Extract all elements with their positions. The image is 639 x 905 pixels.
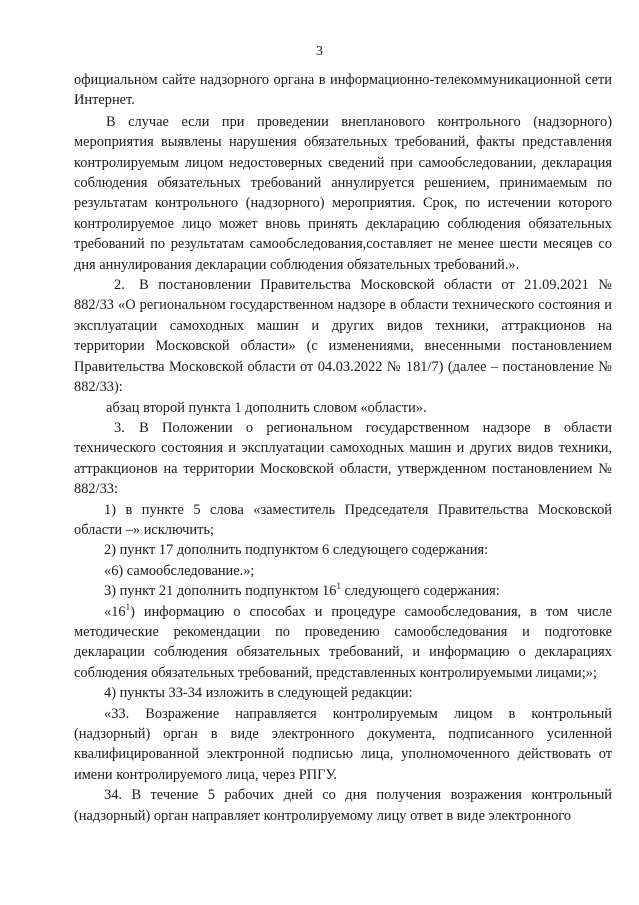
subitem-16-1-start: «16 — [104, 603, 126, 620]
paragraph-item-2: 2. В постановлении Правительства Московской области от 21.09.2021 № 882/33 «О региональном государственном надзоре в области технического состояния и эксплуатации самоходных машин и других видов техники, аттракционов на территории Московской области» (с изменениями, внесенными постановлением Правительства Московской области от 04.03.2022 № 181/7) (далее – постановление № 882/33): — [74, 277, 612, 396]
subitem-3-text-end: следующего содержания: — [340, 583, 500, 600]
paragraph-item-2-amendment: абзац второй пункта 1 дополнить словом «области». — [106, 399, 427, 416]
paragraph-clause-34: 34. В течение 5 рабочих дней со дня получения возражения контрольный (надзорный) орган направляет контролируемому лицу ответ в виде электронного — [74, 787, 612, 824]
subitem-3-superscript: 1 — [336, 581, 341, 592]
subitem-16-1-text: ) информацию о способах и процедуре самообследования, в том числе методические рекомендации по проведению самообследования и подготовке декларации соблюдения обязательных требований, и информацию о декларациях соблюдения обязательных требований, представленных контролируемыми лицами;»; — [74, 603, 612, 681]
paragraph-declaration-annulment: В случае если при проведении внепланового контрольного (надзорного) мероприятия выявлены нарушения обязательных требований, факты представления контролируемым лицом недостоверных сведений при самообследовании, декларация соблюдения обязательных требований аннулируется решением, принимаемым по результатам контрольного (надзорного) мероприятия. Срок, по истечении которого контролируемое лицо может вновь принять декларацию соблюдения обязательных требований по результатам самообследования,составляет не менее шести месяцев со дня аннулирования декларации соблюдения обязательных требований.». — [74, 113, 612, 273]
paragraph-subitem-3-text — [74, 602, 612, 684]
paragraph-subitem-4: 4) пункты 33-34 изложить в следующей редакции: — [104, 685, 413, 702]
paragraph-continuation: официальном сайте надзорного органа в информационно-телекоммуникационной сети Интернет. — [74, 72, 612, 109]
paragraph-subitem-2: 2) пункт 17 дополнить подпунктом 6 следующего содержания: — [104, 542, 489, 559]
subitem-3-text-start: 3) пункт 21 дополнить подпунктом 16 — [104, 583, 337, 600]
paragraph-clause-33: «33. Возражение направляется контролируемым лицом в контрольный (надзорный) орган в виде электронного документа, подписанного усиленной квалифицированной электронной подписью лица, уполномоченного действовать от имени контролируемого лица, через РПГУ. — [74, 705, 612, 783]
paragraph-item-3: 3. В Положении о региональном государственном надзоре в области технического состояния и эксплуатации самоходных машин и других видов техники, аттракционов на территории Московской области, утвержденном постановлением № 882/33: — [74, 419, 612, 498]
page-number: 3 — [316, 44, 323, 59]
paragraph-subitem-3 — [74, 581, 612, 601]
subitem-16-1-superscript: 1 — [125, 601, 131, 612]
paragraph-subitem-1: 1) в пункте 5 слова «заместитель Председателя Правительства Московской области –» исключить; — [74, 501, 612, 538]
document-body — [74, 70, 612, 826]
paragraph-subitem-2-text: «6) самообследование.»; — [104, 562, 255, 579]
